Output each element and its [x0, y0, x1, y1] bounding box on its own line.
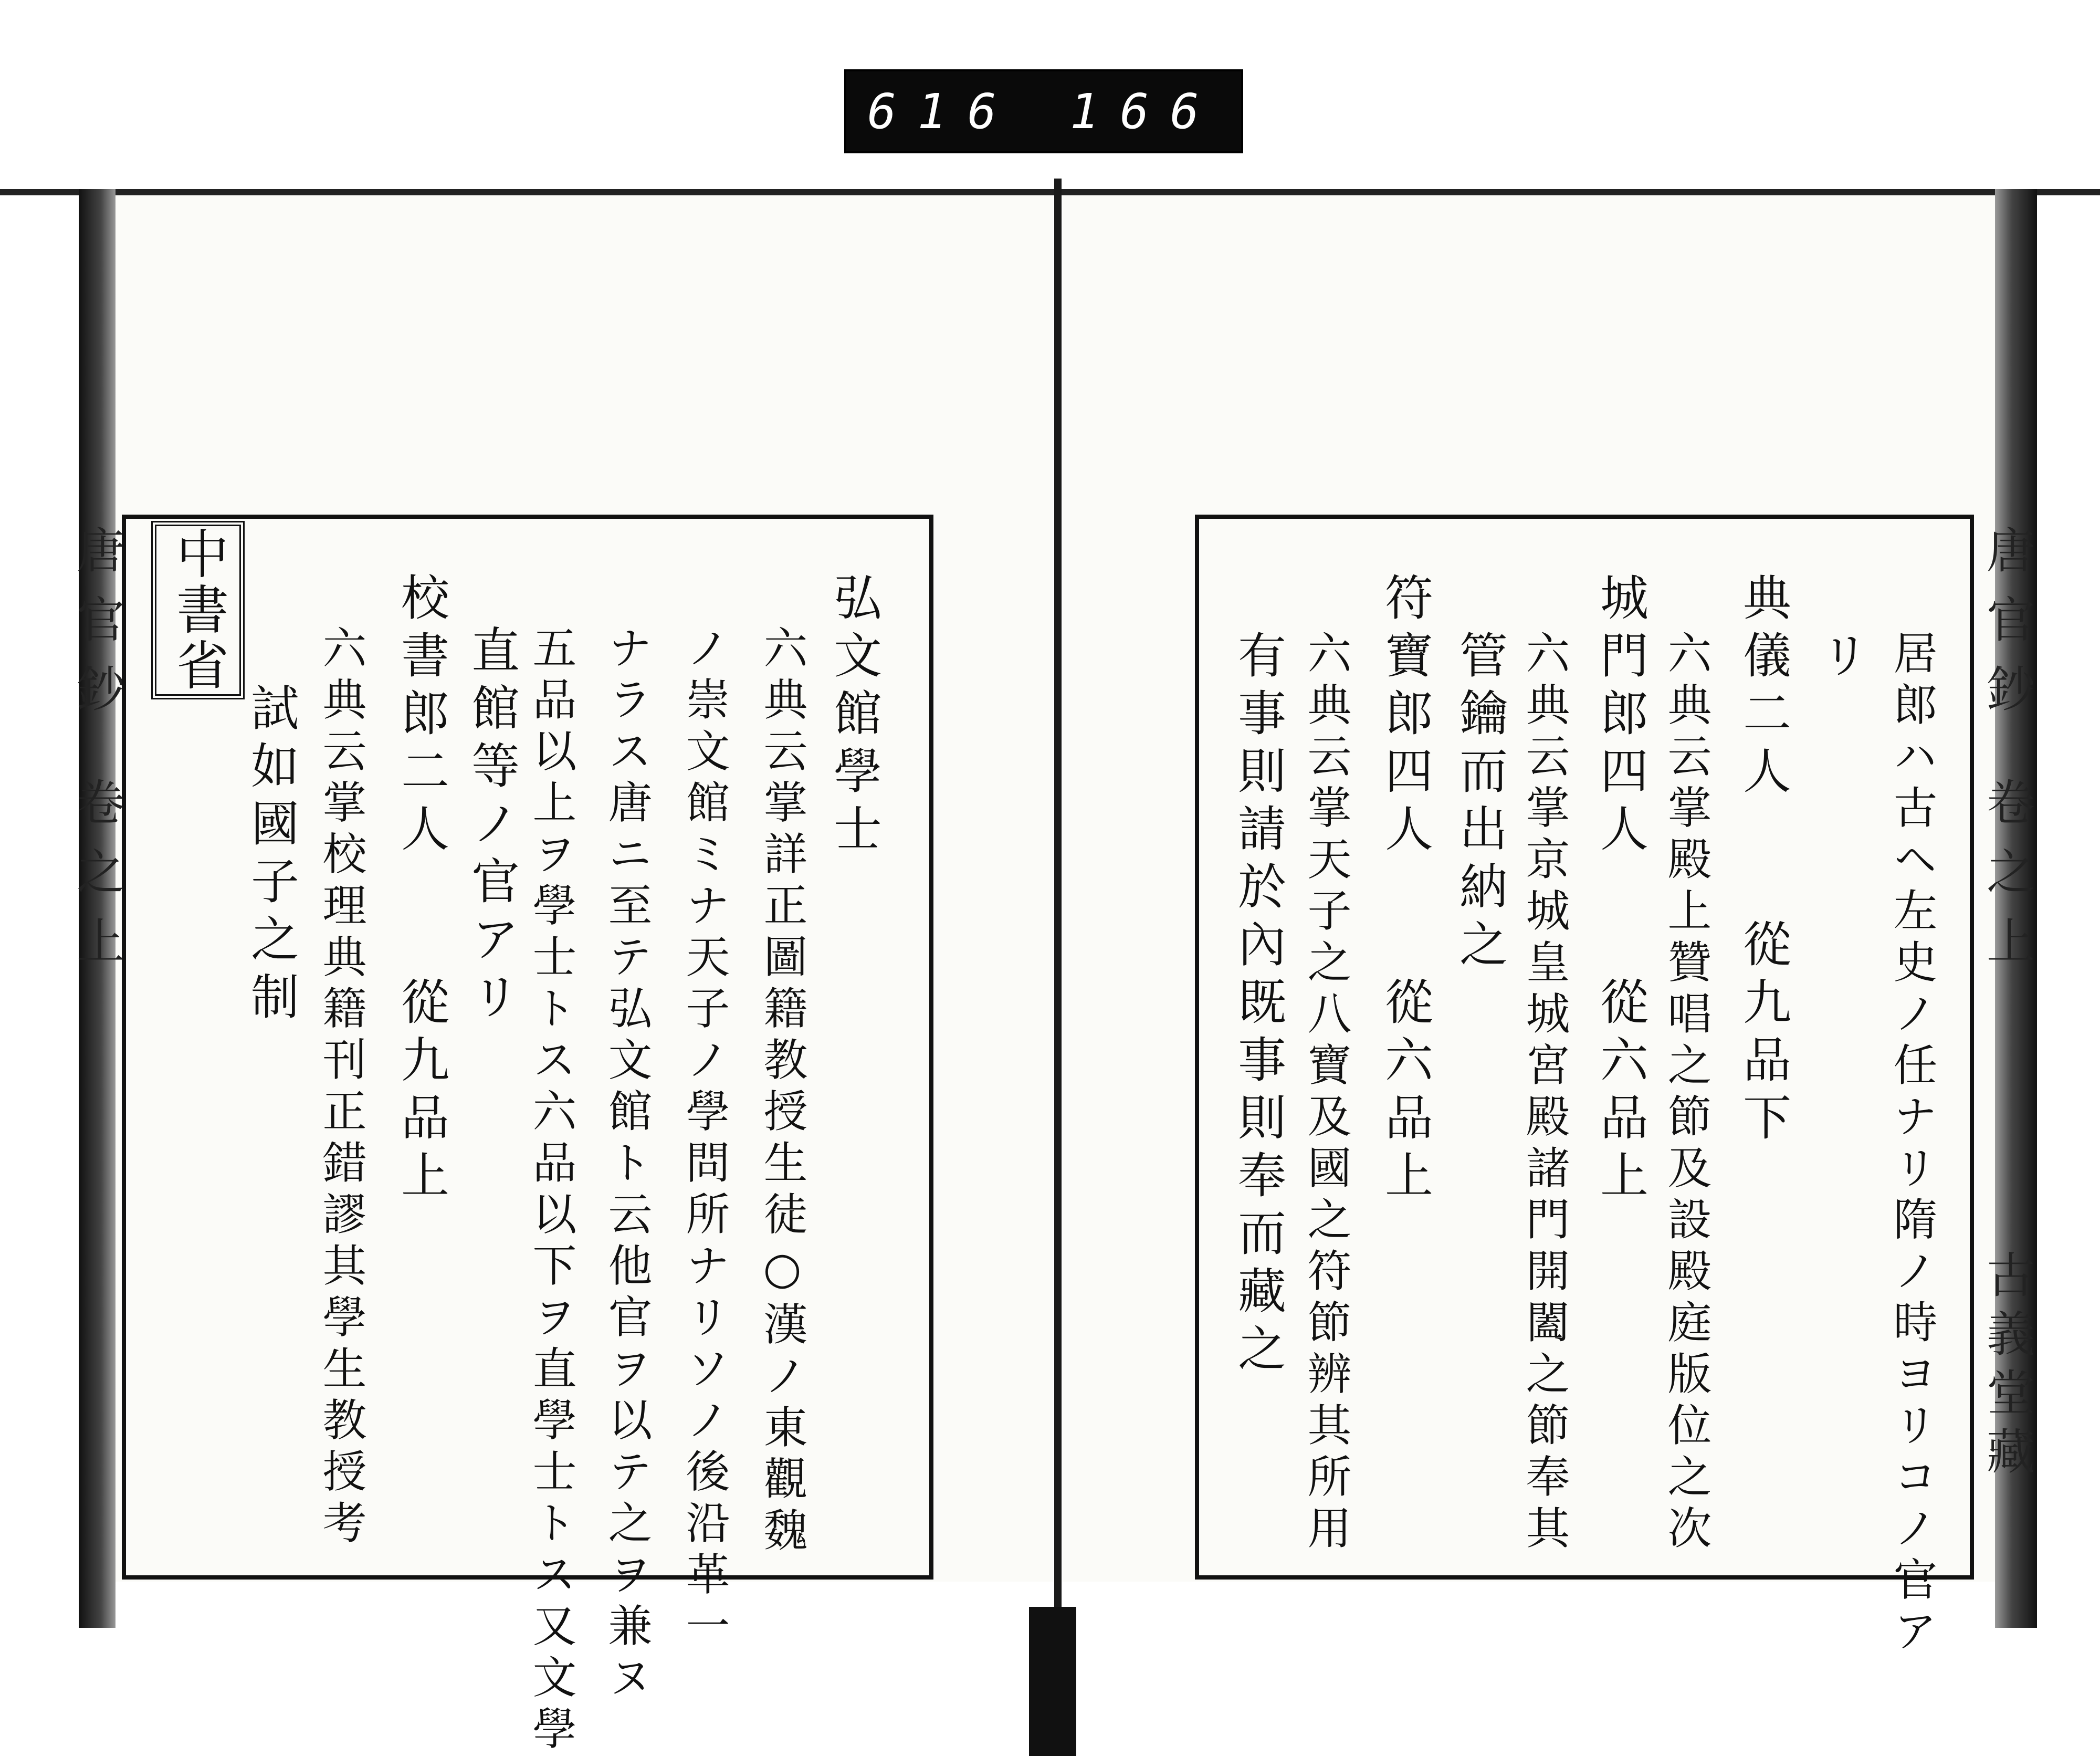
right-col-7: 管鑰而出納之: [1452, 630, 1508, 977]
left-col-9: 試如國子之制: [243, 683, 299, 1029]
left-margin-title: 唐官鈔: [69, 525, 125, 733]
left-col-6: 直館等ノ官アリ: [464, 625, 520, 1029]
spine-tab: [1029, 1607, 1076, 1756]
left-margin-volume: 卷之上: [69, 777, 125, 985]
left-col-8: 六典云掌校理典籍刊正錯謬其學生教授考: [316, 625, 367, 1551]
call-number-right: 166: [1069, 83, 1220, 140]
left-col-3: ノ崇文館ミナ天子ノ學問所ナリソノ後沿革一: [679, 625, 730, 1654]
right-col-3: 典儀二人 從九品下: [1735, 572, 1791, 1150]
call-number-left: 616: [867, 83, 1018, 140]
right-col-2: リ: [1813, 630, 1869, 688]
call-number-label: [844, 69, 1243, 153]
left-col-4: ナラス唐ニ至テ弘文館ト云他官ヲ以テ之ヲ兼ヌ: [601, 625, 653, 1706]
section-tab: 中書省: [151, 521, 245, 699]
right-col-5: 城門郎四人 從六品上: [1592, 572, 1648, 1208]
right-col-4: 六典云掌殿上贊唱之節及設殿庭版位之次: [1661, 630, 1712, 1556]
left-col-7: 校書郎二人 從九品上: [393, 572, 449, 1208]
left-col-5: 五品以上ヲ學士トス六品以下ヲ直學士トス又文學: [526, 625, 577, 1757]
right-margin-title: 唐官鈔: [1979, 525, 2035, 733]
right-col-1: 居郎ハ古ヘ左史ノ任ナリ隋ノ時ヨリコノ官ア: [1886, 630, 1938, 1659]
right-col-9: 六典云掌天子之八寶及國之符節辨其所用: [1300, 630, 1352, 1556]
right-margin-collection: 古義堂藏: [1979, 1250, 2035, 1485]
right-col-8: 符寶郎四人 從六品上: [1377, 572, 1433, 1208]
right-col-6: 六典云掌京城皇城宮殿諸門開闔之節奉其: [1519, 630, 1570, 1556]
binding-top-line: [0, 189, 2100, 195]
left-col-2: 六典云掌詳正圖籍教授生徒○漢ノ東觀魏: [757, 625, 808, 1559]
right-col-10: 有事則請於內既事則奉而藏之: [1230, 630, 1286, 1381]
left-col-1: 弘文館學士: [826, 572, 882, 861]
book-spine: [1054, 179, 1062, 1701]
right-margin-volume: 卷之上: [1979, 777, 2035, 985]
